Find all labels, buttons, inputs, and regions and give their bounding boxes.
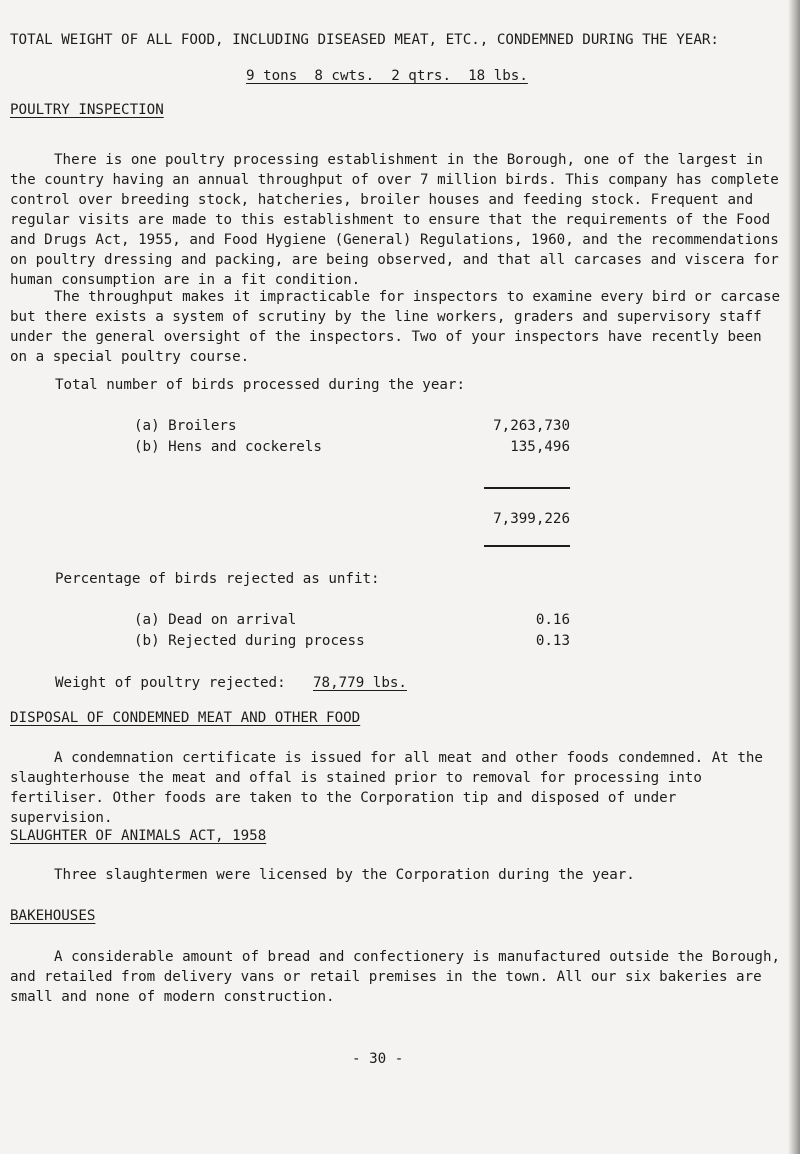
rejected-item-label: (a) Dead on arrival bbox=[134, 612, 297, 628]
processed-item-value: 7,263,730 bbox=[493, 418, 570, 434]
total-rule-top bbox=[484, 487, 570, 489]
slaughter-paragraph: Three slaughtermen were licensed by the Corporation during the year. bbox=[54, 867, 635, 883]
bakehouses-heading: BAKEHOUSES bbox=[10, 908, 96, 924]
disposal-paragraph: A condemnation certificate is issued for all meat and other foods condemned. At the slaughterhouse the meat and offal is stained prior to removal for processing into fertiliser. Other foods are taken to the Corporation tip and disposed of under supervision. bbox=[10, 750, 763, 826]
rejected-item-value: 0.16 bbox=[535, 612, 570, 628]
total-weight-value: 9 tons 8 cwts. 2 qtrs. 18 lbs. bbox=[246, 68, 528, 84]
processed-total: 7,399,226 bbox=[493, 511, 570, 527]
poultry-paragraph-2: The throughput makes it impracticable for inspectors to examine every bird or carcase but there exists a system of scrutiny by the line workers, graders and supervisory staff under the general oversight of the inspectors. Two of your inspectors have recently been on a special poultry course. bbox=[10, 289, 781, 365]
processed-item-label: (b) Hens and cockerels bbox=[134, 439, 322, 455]
processed-item-label: (a) Broilers bbox=[134, 418, 237, 434]
rejected-label: Percentage of birds rejected as unfit: bbox=[55, 571, 380, 587]
weight-rejected-value: 78,779 lbs. bbox=[313, 675, 407, 691]
disposal-heading: DISPOSAL OF CONDEMNED MEAT AND OTHER FOOD bbox=[10, 710, 361, 726]
processed-label: Total number of birds processed during the year: bbox=[55, 377, 465, 393]
rejected-item-label: (b) Rejected during process bbox=[134, 633, 365, 649]
slaughter-heading: SLAUGHTER OF ANIMALS ACT, 1958 bbox=[10, 828, 267, 844]
total-weight-heading: TOTAL WEIGHT OF ALL FOOD, INCLUDING DISEASED MEAT, ETC., CONDEMNED DURING THE YEAR: bbox=[10, 32, 719, 48]
rejected-item-value: 0.13 bbox=[535, 633, 570, 649]
processed-item-value: 135,496 bbox=[510, 439, 570, 455]
weight-rejected-label: Weight of poultry rejected: bbox=[55, 675, 286, 691]
poultry-heading: POULTRY INSPECTION bbox=[10, 102, 164, 118]
poultry-paragraph-1: There is one poultry processing establishment in the Borough, one of the largest in the country having an annual throughput of over 7 million birds. This company has complete control over breeding stock, hatcheries, broiler houses and feeding stock. Frequent and regular visits are made to this establishment to ensure that the requirements of the Food and Drugs Act, 1955, and Food Hygiene (General) Regulations, 1960, and the recommendations on poultry dressing and packing, are being observed, and that all carcases and viscera for human consumption are in a fit condition. bbox=[10, 152, 779, 288]
page-edge-shadow bbox=[788, 0, 800, 1154]
total-rule-bottom bbox=[484, 545, 570, 547]
page-number: - 30 - bbox=[352, 1051, 404, 1067]
bakehouses-paragraph: A considerable amount of bread and confectionery is manufactured outside the Borough, and retailed from delivery vans or retail premises in the town. All our six bakeries are small and none of modern construction. bbox=[10, 949, 781, 1005]
